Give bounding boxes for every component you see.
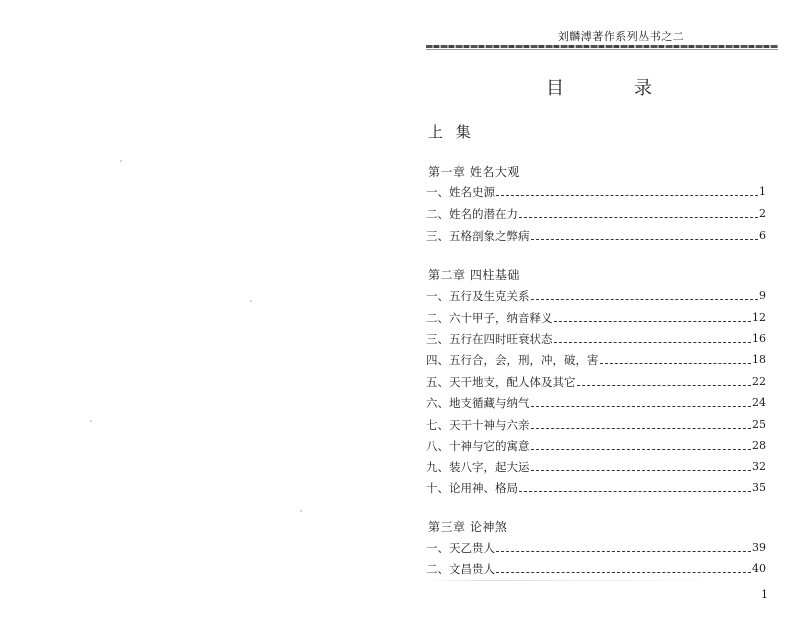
entry-label: 三、五行在四时旺衰状态 — [426, 332, 553, 346]
dot-leader — [554, 342, 752, 343]
entry-label: 十、论用神、格局 — [426, 481, 518, 495]
left-blank-page — [0, 0, 396, 618]
entry-label: 一、五行及生克关系 — [426, 289, 530, 303]
entry-page-number: 12 — [752, 311, 766, 324]
entry-page-number: 16 — [752, 332, 766, 345]
dot-leader — [519, 491, 751, 492]
dot-leader — [531, 449, 752, 450]
entry-label: 六、地支循藏与纳气 — [426, 396, 530, 410]
toc-entry[interactable] — [426, 310, 766, 326]
entry-label: 二、六十甲子，纳音释义 — [426, 311, 553, 325]
toc-entry[interactable] — [426, 331, 766, 347]
title-char-2: 录 — [634, 78, 654, 99]
toc-entry[interactable] — [426, 561, 766, 577]
entry-label: 三、五格剖象之弊病 — [426, 229, 530, 243]
entry-label: 九、装八字，起大运 — [426, 460, 530, 474]
entry-page-number: 9 — [759, 289, 766, 302]
dot-leader — [496, 551, 751, 552]
dot-leader — [577, 385, 752, 386]
dot-leader — [554, 321, 752, 322]
toc-entry[interactable] — [426, 459, 766, 475]
dot-leader — [531, 428, 752, 429]
toc-entry[interactable] — [426, 480, 766, 496]
entry-label: 四、五行合，会，刑，冲，破，害 — [426, 353, 599, 367]
entry-page-number: 18 — [752, 353, 766, 366]
entry-page-number: 35 — [752, 481, 766, 494]
header-rule-thin — [426, 49, 778, 50]
toc-page — [396, 0, 793, 618]
toc-entry[interactable] — [426, 288, 766, 304]
entry-page-number: 32 — [752, 460, 766, 473]
toc-entry[interactable] — [426, 540, 766, 556]
scan-fade-line — [426, 580, 726, 581]
toc-entry[interactable] — [426, 228, 766, 244]
toc-entry[interactable] — [426, 206, 766, 222]
running-head: 刘麟溥著作系列丛书之二 — [557, 30, 685, 43]
toc-entry[interactable] — [426, 438, 766, 454]
entry-label: 一、天乙贵人 — [426, 541, 495, 555]
entry-page-number: 1 — [759, 185, 766, 198]
entry-page-number: 39 — [752, 541, 766, 554]
entry-label: 七、天干十神与六亲 — [426, 418, 530, 432]
dot-leader — [531, 239, 759, 240]
dot-leader — [600, 363, 752, 364]
entry-page-number: 28 — [752, 439, 766, 452]
volume-heading: 上 集 — [428, 123, 475, 141]
header-rule — [426, 45, 778, 48]
dot-leader — [496, 572, 751, 573]
paper-speck — [300, 510, 302, 512]
chapter-heading: 第二章 四柱基础 — [428, 268, 520, 282]
chapter-heading: 第三章 论神煞 — [428, 520, 508, 534]
title-char-1: 目 — [546, 78, 566, 99]
toc-entry[interactable] — [426, 395, 766, 411]
entry-label: 二、文昌贵人 — [426, 562, 495, 576]
entry-page-number: 22 — [752, 375, 766, 388]
chapter-heading: 第一章 姓名大观 — [428, 165, 520, 179]
page-title — [546, 74, 666, 99]
toc-entry[interactable] — [426, 374, 766, 390]
entry-page-number: 40 — [752, 562, 766, 575]
page-number: 1 — [761, 588, 768, 601]
entry-page-number: 24 — [752, 396, 766, 409]
toc-entry[interactable] — [426, 184, 766, 200]
toc-entry[interactable] — [426, 352, 766, 368]
dot-leader — [496, 195, 758, 196]
dot-leader — [531, 406, 752, 407]
dot-leader — [531, 299, 759, 300]
dot-leader — [519, 217, 758, 218]
entry-label: 一、姓名史源 — [426, 185, 495, 199]
paper-speck — [250, 300, 252, 302]
toc-entry[interactable] — [426, 417, 766, 433]
paper-speck — [90, 420, 92, 422]
dot-leader — [531, 470, 752, 471]
entry-label: 二、姓名的潜在力 — [426, 207, 518, 221]
entry-label: 八、十神与它的寓意 — [426, 439, 530, 453]
entry-label: 五、天干地支，配人体及其它 — [426, 375, 576, 389]
entry-page-number: 25 — [752, 418, 766, 431]
entry-page-number: 2 — [759, 207, 766, 220]
paper-speck — [120, 160, 122, 162]
entry-page-number: 6 — [759, 229, 766, 242]
